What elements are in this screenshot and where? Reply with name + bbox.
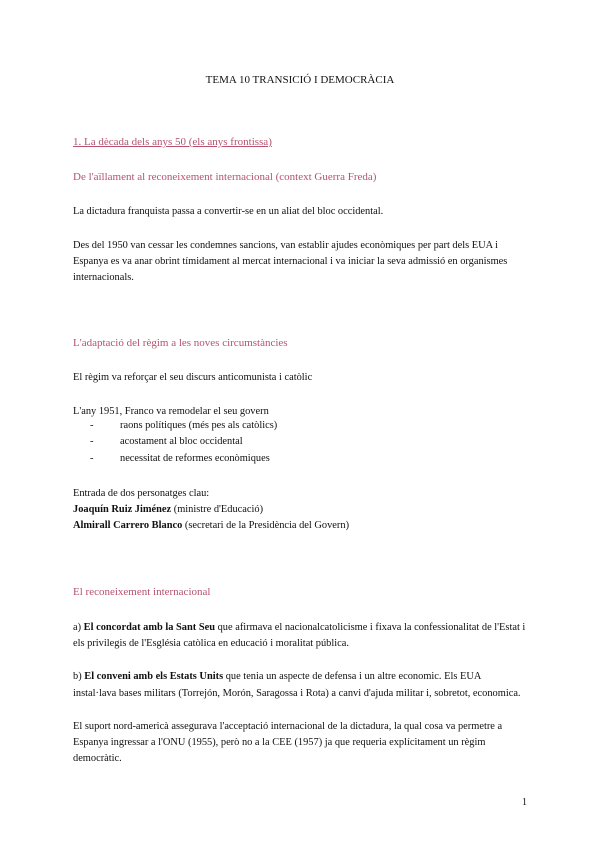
person-line: Almirall Carrero Blanco (secretari de la Presidència del Govern): [73, 520, 350, 531]
page-title: TEMA 10 TRANSICIÓ I DEMOCRÀCIA: [205, 74, 395, 86]
page-number: 1: [522, 797, 527, 808]
section-heading-3: El reconeixement internacional: [73, 586, 211, 598]
section-heading-2: L'adaptació del règim a les noves circumstàncies: [73, 337, 288, 349]
bullet-dash: -: [90, 453, 94, 464]
paragraph-line: democràtic.: [73, 753, 122, 764]
subheading-isolation: De l'aïllament al reconeixement internacional (context Guerra Freda): [73, 171, 377, 183]
paragraph-line: instal·lava bases militars (Torrejón, Morón, Saragossa i Rota) a canvi d'ajuda militar i, sobretot, economica.: [73, 688, 521, 699]
paragraph: L'any 1951, Franco va remodelar el seu govern: [73, 406, 269, 417]
paragraph-line: b) El conveni amb els Estats Units que tenia un aspecte de defensa i un altre economic. Els EUA: [73, 671, 482, 682]
paragraph: La dictadura franquista passa a convertir-se en un aliat del bloc occidental.: [73, 206, 384, 217]
bullet-dash: -: [90, 420, 94, 431]
bullet-dash: -: [90, 436, 94, 447]
paragraph: Entrada de dos personatges clau:: [73, 488, 210, 499]
paragraph-line: Des del 1950 van cessar les condemnes sancions, van establir ajudes econòmiques per part dels EUA i: [73, 240, 499, 251]
list-item: - necessitat de reformes econòmiques: [90, 453, 270, 464]
paragraph-line: Espanya es va anar obrint tímidament al mercat internacional i va iniciar la seva admissió en organismes: [73, 256, 508, 267]
person-line: Joaquín Ruiz Jiménez (ministre d'Educació): [73, 504, 264, 515]
paragraph-line: Espanya ingressar a l'ONU (1955), però no a la CEE (1957) ja que requeria explícitament un règim: [73, 737, 486, 748]
paragraph-line: a) El concordat amb la Sant Seu que afirmava el nacionalcatolicisme i fixava la confessionalitat de l'Estat i: [73, 622, 526, 633]
paragraph-line: els privilegis de l'Església catòlica en educació i moralitat pública.: [73, 638, 349, 649]
paragraph-line: internacionals.: [73, 272, 134, 283]
list-item: - acostament al bloc occidental: [90, 436, 243, 447]
section-heading-1: 1. La dècada dels anys 50 (els anys frontissa): [73, 136, 272, 148]
paragraph-line: El suport nord-americà assegurava l'acceptació internacional de la dictadura, la qual cosa va permetre a: [73, 721, 503, 732]
paragraph: El règim va reforçar el seu discurs anticomunista i catòlic: [73, 372, 313, 383]
list-item: - raons polítiques (més pes als catòlics): [90, 420, 278, 431]
